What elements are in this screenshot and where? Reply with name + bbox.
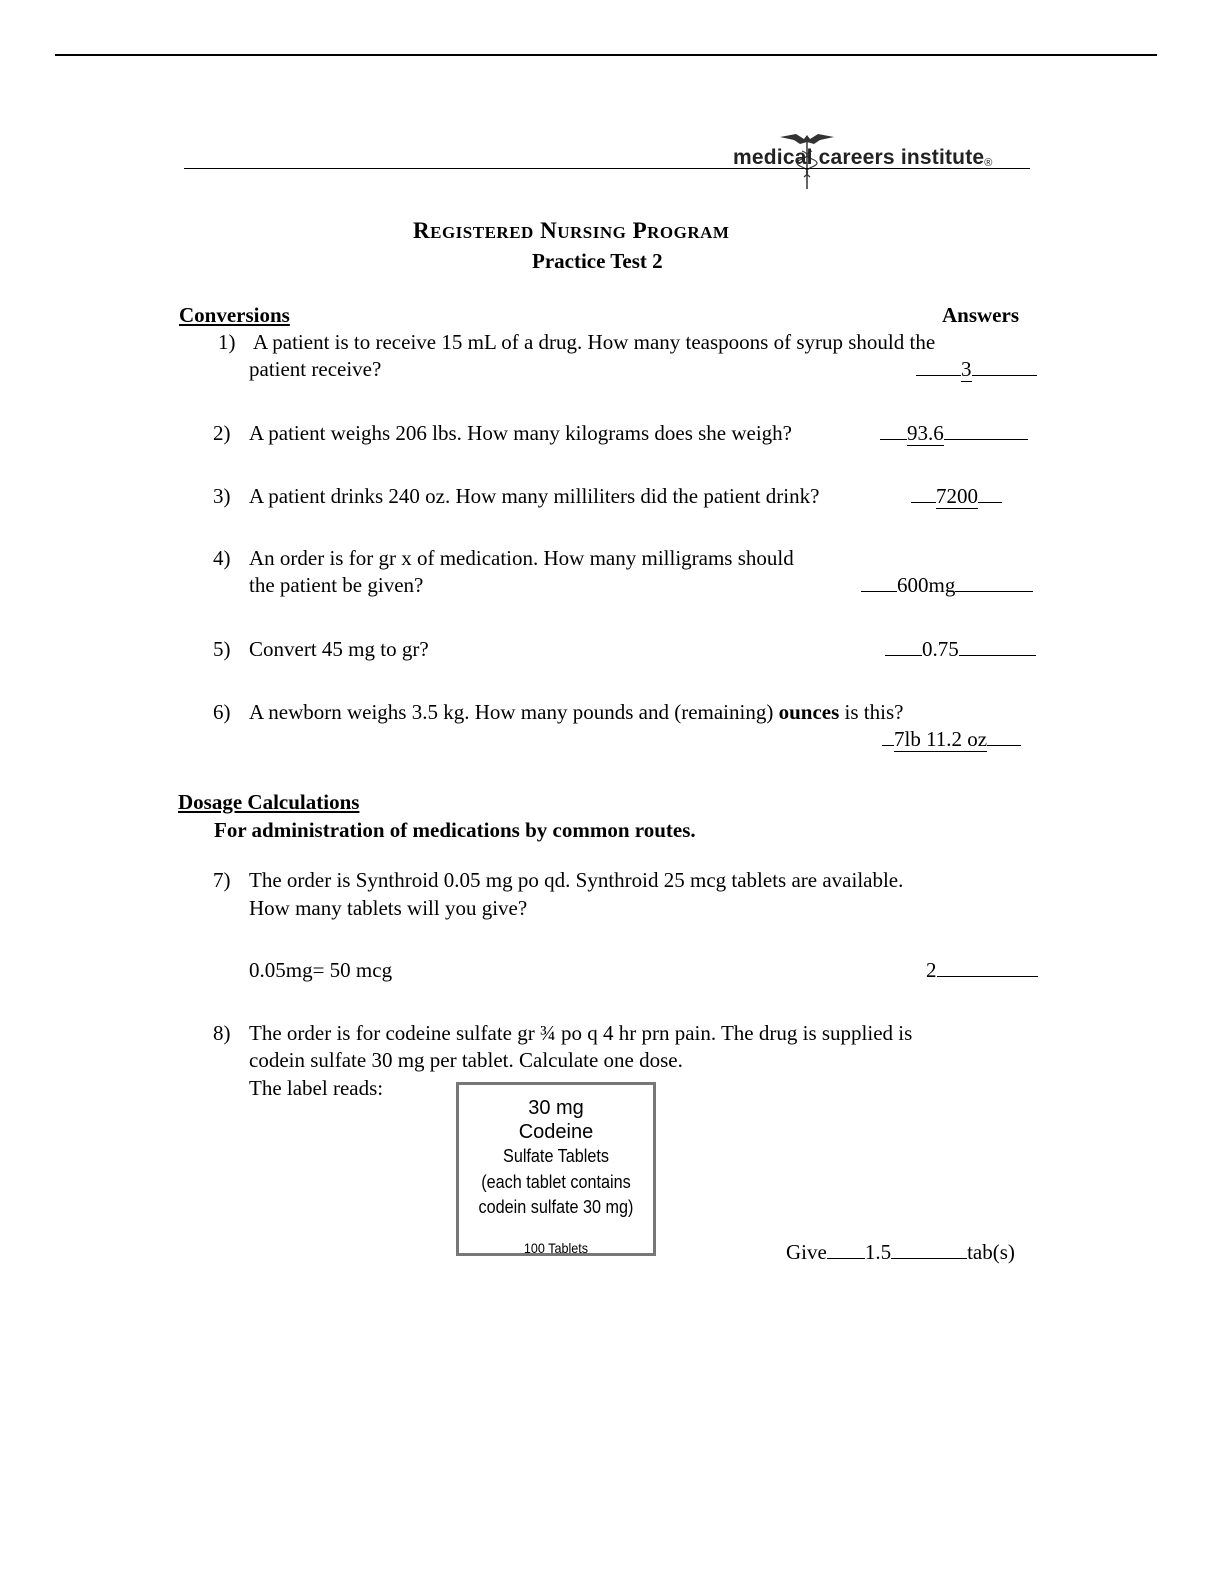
title-part: N: [540, 218, 558, 243]
give-label: Give: [786, 1240, 827, 1264]
question-number: 7): [213, 868, 231, 892]
section-heading-dosage: Dosage Calculations: [178, 790, 360, 814]
title-part: EGISTERED: [430, 223, 534, 242]
answer-q7: [926, 958, 1038, 983]
drug-label-line: (each tablet contains: [481, 1172, 631, 1192]
question-text: The order is Synthroid 0.05 mg po qd. Synthroid 25 mcg tablets are available.: [249, 868, 904, 892]
question-text-part: A newborn weighs 3.5 kg. How many pounds and (remaining): [249, 700, 779, 724]
question-text: codein sulfate 30 mg per tablet. Calculate one dose.: [249, 1048, 683, 1072]
answer-q1: [916, 357, 1037, 382]
brand-name: [733, 146, 993, 170]
title-part: P: [632, 218, 648, 243]
question-number: 1): [218, 330, 236, 354]
question-text: patient receive?: [249, 357, 382, 381]
question-text: An order is for gr x of medication. How many milligrams should: [249, 546, 794, 570]
section-heading-conversions: Conversions: [179, 303, 290, 327]
question-number: 2): [213, 421, 231, 445]
question-text: The order is for codeine sulfate gr ¾ po q 4 hr prn pain. The drug is supplied is: [249, 1021, 913, 1045]
question-text: A patient is to receive 15 mL of a drug. How many teaspoons of syrup should the: [253, 330, 936, 354]
answer-value: 93.6: [907, 421, 944, 445]
page-title: [413, 218, 729, 244]
answer-value: 600mg: [897, 573, 956, 597]
question-text: A patient drinks 240 oz. How many milliliters did the patient drink?: [249, 484, 820, 508]
question-text: How many tablets will you give?: [249, 896, 528, 920]
page-subtitle: Practice Test 2: [532, 249, 663, 273]
question-number: 5): [213, 637, 231, 661]
answer-value: 2: [926, 958, 937, 982]
answer-q8: [786, 1240, 1015, 1265]
question-number: 4): [213, 546, 231, 570]
section-subheading: For administration of medications by common routes.: [214, 818, 696, 842]
drug-label-line: 100 Tablets: [523, 1240, 589, 1256]
drug-label-line: 30 mg: [528, 1097, 584, 1119]
answer-q6: [882, 727, 1021, 752]
title-part: ROGRAM: [647, 223, 730, 242]
drug-label-line: Codeine: [518, 1121, 594, 1143]
question-text-bold: ounces: [778, 700, 840, 724]
answer-value: 7200: [936, 484, 978, 508]
question-text: [249, 700, 903, 725]
question-text: the patient be given?: [249, 573, 424, 597]
question-text: A patient weighs 206 lbs. How many kilograms does she weigh?: [249, 421, 793, 445]
work-shown: 0.05mg= 50 mcg: [249, 958, 393, 982]
answer-q4: [861, 573, 1033, 598]
title-part: R: [413, 218, 431, 243]
drug-label-line: Sulfate Tablets: [503, 1146, 609, 1166]
question-number: 8): [213, 1021, 231, 1045]
title-part: URSING: [557, 223, 627, 242]
question-text-part: is this?: [839, 700, 904, 724]
brand-text: medical careers institute: [733, 146, 985, 169]
answer-unit: tab(s): [967, 1240, 1015, 1264]
drug-label-line: codein sulfate 30 mg): [478, 1197, 634, 1217]
question-number: 6): [213, 700, 231, 724]
answer-q3: [911, 484, 1002, 509]
answer-value: 0.75: [922, 637, 959, 661]
answer-value: 3: [961, 357, 972, 381]
question-text: Convert 45 mg to gr?: [249, 637, 429, 661]
answers-heading: Answers: [942, 303, 1019, 327]
answer-q2: [880, 421, 1028, 446]
drug-label: [456, 1082, 656, 1256]
registered-mark: ®: [984, 157, 993, 169]
top-rule: [55, 54, 1157, 56]
question-number: 3): [213, 484, 231, 508]
question-text: The label reads:: [249, 1076, 384, 1100]
answer-q5: [885, 637, 1036, 662]
answer-value: 7lb 11.2 oz: [894, 727, 988, 751]
answer-value: 1.5: [864, 1240, 892, 1264]
